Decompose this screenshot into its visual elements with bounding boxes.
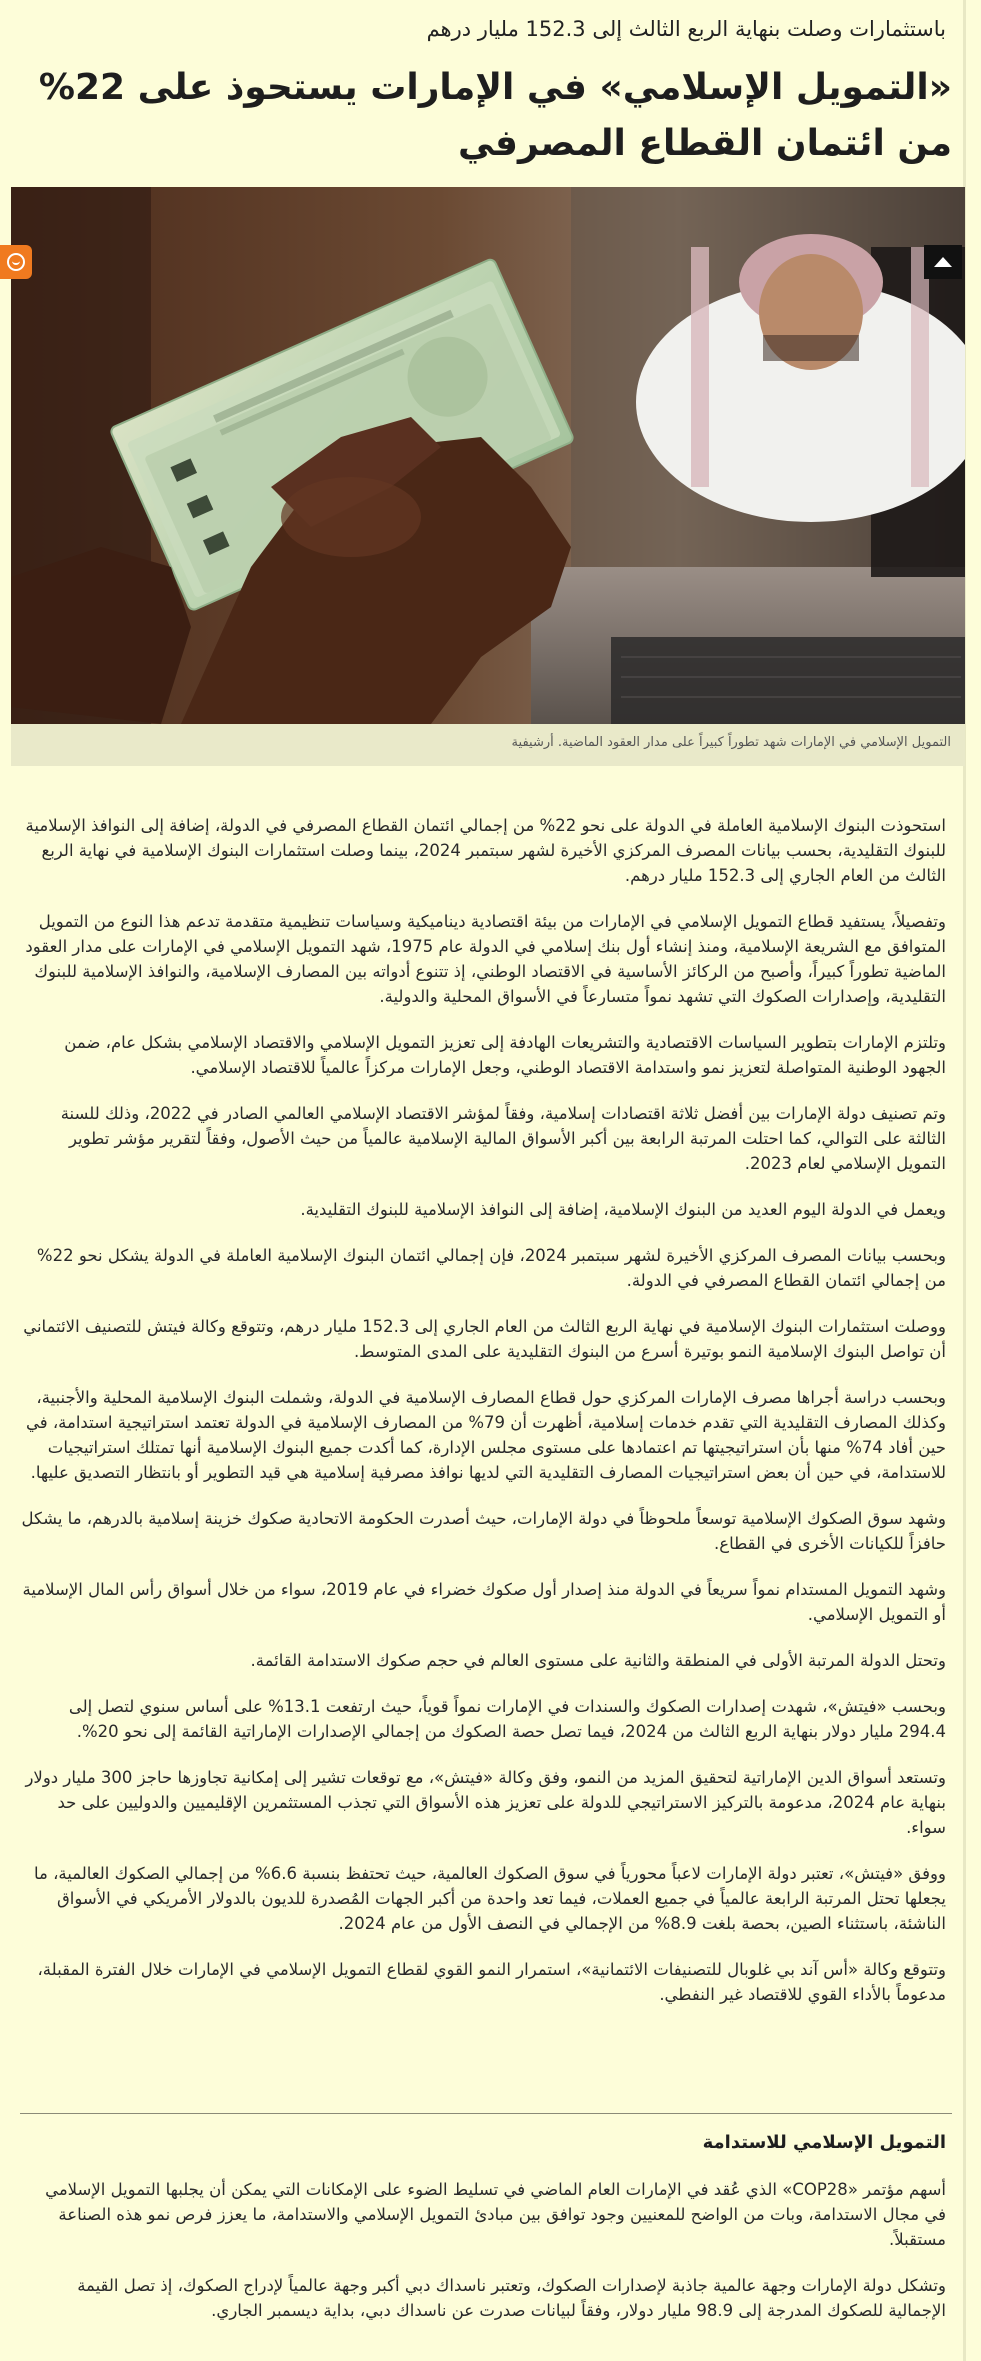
article-paragraph: وبحسب دراسة أجراها مصرف الإمارات المركزي حول قطاع المصارف الإسلامية في الدولة، وشملت البنوك الإسلامية المحلية والأجنبية، وكذلك المصارف التقليدية التي تقدم خدمات إسلامية، أظهرت أن 79% من المصارف الإسلامية في الدولة تعتمد استراتيجية استدامة، في حين أفاد 74% منها بأن استراتيجيتها تم اعتمادها على مستوى مجلس الإدارة، كما أكدت جميع البنوك الإسلامية أنها تمتلك استراتيجيات للاستدامة، في حين أن بعض استراتيجيات المصارف التقليدية التي لديها نوافذ مصرفية إسلامية هي قيد التطوير أو بانتظار التصديق عليها.	[25, 1388, 946, 1482]
section-heading: التمويل الإسلامي للاستدامة	[702, 2132, 946, 2153]
article-paragraph: وتم تصنيف دولة الإمارات بين أفضل ثلاثة اقتصادات إسلامية، وفقاً لمؤشر الاقتصاد الإسلامي العالمي الصادر في 2022، وذلك للسنة الثالثة على التوالي، كما احتلت المرتبة الرابعة بين أكبر الأسواق المالية الإسلامية عالمياً من حيث الأصول، وفقاً لتقرير مؤشر تطوير التمويل الإسلامي لعام 2023.	[60, 1104, 946, 1173]
article-paragraph: ووفق «فيتش»، تعتبر دولة الإمارات لاعباً محورياً في سوق الصكوك العالمية، حيث تحتفظ بنسبة 6.6% من إجمالي الصكوك العالمية، ما يجعلها تحتل المرتبة الرابعة عالمياً في جميع العملات، فيما تعد واحدة من أكبر الجهات المُصدرة للديون بالدولار الأمريكي في الأسواق الناشئة، باستثناء الصين، بحصة بلغت 8.9% من الإجمالي في النصف الأول من عام 2024.	[33, 1864, 946, 1933]
article-paragraph: وتستعد أسواق الدين الإماراتية لتحقيق المزيد من النمو، وفق وكالة «فيتش»، مع توقعات تشير إلى إمكانية تجاوزها حاجز 300 مليار دولار بنهاية عام 2024، مدعومة بالتركيز الاستراتيجي للدولة على تعزيز هذه الأسواق التي تجذب المستثمرين الإقليميين والدوليين على حد سواء.	[25, 1768, 946, 1837]
article-paragraph: وبحسب بيانات المصرف المركزي الأخيرة لشهر سبتمبر 2024، فإن إجمالي ائتمان البنوك الإسلامية العاملة في الدولة يشكل نحو 22% من إجمالي ائتمان القطاع المصرفي في الدولة.	[36, 1246, 946, 1290]
article-hero-image	[11, 187, 965, 724]
article-paragraph: وتفصيلاً، يستفيد قطاع التمويل الإسلامي في الإمارات من بيئة اقتصادية ديناميكية وسياسات تنظيمية متقدمة تدعم هذا النوع من التمويل المتوافق مع الشريعة الإسلامية، ومنذ إنشاء أول بنك إسلامي في الدولة عام 1975، شهد التمويل الإسلامي في الإمارات على مدار العقود الماضية تطوراً كبيراً، وأصبح من الركائز الأساسية في الاقتصاد الوطني، إذ تتنوع أدواته بين المصارف الإسلامية، والنوافذ الإسلامية للبنوك التقليدية، وإصدارات الصكوك التي تشهد نمواً متسارعاً في الأسواق المحلية والدولية.	[25, 912, 946, 1006]
chevron-up-icon[interactable]	[924, 245, 962, 279]
section-divider	[20, 2113, 952, 2114]
back-to-top-arrow-icon	[934, 257, 952, 267]
article-subtitle: باستثمارات وصلت بنهاية الربع الثالث إلى 152.3 مليار درهم	[426, 17, 946, 41]
article-paragraph: وشهد سوق الصكوك الإسلامية توسعاً ملحوظاً في دولة الإمارات، حيث أصدرت الحكومة الاتحادية صكوك خزينة إسلامية بالدرهم، ما يشكل حافزاً للكيانات الأخرى في القطاع.	[21, 1509, 946, 1553]
article-headline: «التمويل الإسلامي» في الإمارات يستحوذ على 22% من ائتمان القطاع المصرفي	[38, 67, 952, 164]
section-paragraph: أسهم مؤتمر «COP28» الذي عُقد في الإمارات العام الماضي في تسليط الضوء على الإمكانات التي يمكن أن يجلبها التمويل الإسلامي في مجال الاستدامة، وبات من الواضح للمعنيين وجود توافق بين مبادئ التمويل الإسلامي والاستدامة، ما يعزز فرص نمو هذه الصناعة مستقبلاً.	[45, 2180, 946, 2249]
article-paragraph: وتلتزم الإمارات بتطوير السياسات الاقتصادية والتشريعات الهادفة إلى تعزيز التمويل الإسلامي والاقتصاد الإسلامي بشكل عام، ضمن الجهود الوطنية المتواصلة لتعزيز نمو واستدامة الاقتصاد الوطني، وجعل الإمارات مركزاً عالمياً للاقتصاد الإسلامي.	[64, 1033, 946, 1077]
rss-icon[interactable]	[0, 245, 32, 279]
article-paragraph: استحوذت البنوك الإسلامية العاملة في الدولة على نحو 22% من إجمالي ائتمان القطاع المصرفي في الدولة، إضافة إلى النوافذ الإسلامية للبنوك التقليدية، بحسب بيانات المصرف المركزي الأخيرة لشهر سبتمبر 2024، بينما وصلت استثمارات البنوك الإسلامية في نهاية الربع الثالث من العام الجاري إلى 152.3 مليار درهم.	[25, 816, 946, 885]
article-paragraph: وبحسب «فيتش»، شهدت إصدارات الصكوك والسندات في الإمارات نمواً قوياً، حيث ارتفعت 13.1% على أساس سنوي لتصل إلى 294.4 مليار دولار بنهاية الربع الثالث من 2024، فيما تصل حصة الصكوك من إجمالي الإصدارات الإماراتية القائمة إلى نحو 20%.	[68, 1697, 946, 1741]
article-paragraph: وتتوقع وكالة «أس آند بي غلوبال للتصنيفات الائتمانية»، استمرار النمو القوي لقطاع التمويل الإسلامي في الإمارات خلال الفترة المقبلة، مدعوماً بالأداء القوي للاقتصاد غير النفطي.	[37, 1960, 946, 2004]
rss-glyph-icon	[7, 253, 25, 271]
image-caption: التمويل الإسلامي في الإمارات شهد تطوراً كبيراً على مدار العقود الماضية. أرشيفية	[511, 735, 951, 750]
image-caption-bar	[11, 724, 965, 766]
article-paragraph: وتحتل الدولة المرتبة الأولى في المنطقة والثانية على مستوى العالم في حجم صكوك الاستدامة القائمة.	[250, 1651, 946, 1670]
article-paragraph: ويعمل في الدولة اليوم العديد من البنوك الإسلامية، إضافة إلى النوافذ الإسلامية للبنوك التقليدية.	[300, 1200, 946, 1219]
section-body	[20, 2177, 946, 2344]
article-paragraph: وشهد التمويل المستدام نمواً سريعاً في الدولة منذ إصدار أول صكوك خضراء في عام 2019، سواء من خلال أسواق رأس المال الإسلامية أو التمويل الإسلامي.	[22, 1580, 946, 1624]
article-paragraph: ووصلت استثمارات البنوك الإسلامية في نهاية الربع الثالث من العام الجاري إلى 152.3 مليار درهم، وتتوقع وكالة فيتش للتصنيف الائتماني أن تواصل البنوك الإسلامية النمو بوتيرة أسرع من البنوك التقليدية على المدى المتوسط.	[23, 1317, 946, 1361]
section-paragraph: وتشكل دولة الإمارات وجهة عالمية جاذبة لإصدارات الصكوك، وتعتبر ناسداك دبي أكبر وجهة عالمياً لإدراج الصكوك، إذ تصل القيمة الإجمالية للصكوك المدرجة إلى 98.9 مليار دولار، وفقاً لبيانات صدرت عن ناسداك دبي، بداية ديسمبر الجاري.	[77, 2276, 946, 2320]
article-body	[20, 813, 946, 2028]
